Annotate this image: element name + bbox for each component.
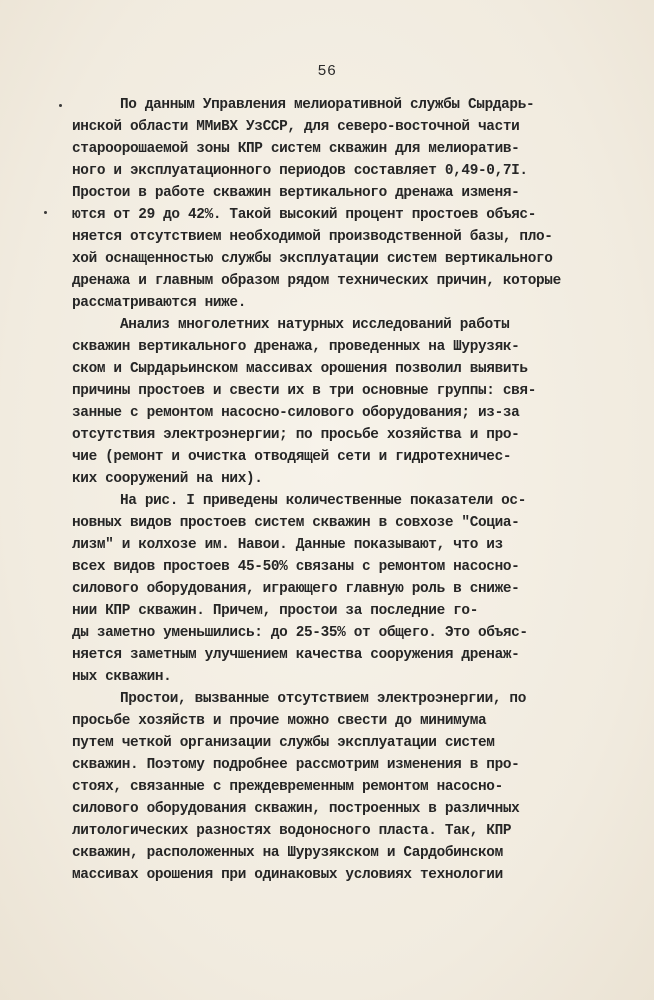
text-line: Анализ многолетних натурных исследований работы	[120, 317, 510, 333]
text-line: ются от 29 до 42%. Такой высокий процент простоев объяс-	[72, 207, 537, 223]
page-number: 56	[317, 63, 337, 80]
text-line: литологических разностях водоносного пласта. Так, КПР	[72, 823, 512, 839]
text-line: скважин. Поэтому подробнее рассмотрим изменения в про-	[72, 757, 520, 773]
text-line: ды заметно уменьшились: до 25-35% от общего. Это объяс-	[72, 625, 528, 641]
text-line: ском и Сырдарьинском массивах орошения позволил выявить	[72, 361, 528, 377]
text-line: ного и эксплуатационного периодов составляет 0,49-0,7I.	[72, 163, 528, 179]
text-line: рассматриваются ниже.	[72, 295, 247, 311]
text-line: отсутствия электроэнергии; по просьбе хозяйства и про-	[72, 427, 520, 443]
text-line: занные с ремонтом насосно-силового оборудования; из-за	[72, 405, 520, 421]
text-line: новных видов простоев систем скважин в совхозе "Социа-	[72, 515, 520, 531]
text-line: нии КПР скважин. Причем, простои за последние го-	[72, 603, 479, 619]
text-line: На рис. I приведены количественные показатели ос-	[120, 493, 527, 509]
text-line: чие (ремонт и очистка отводящей сети и гидротехничес-	[72, 449, 512, 465]
text-line: массивах орошения при одинаковых условиях технологии	[72, 867, 503, 883]
text-line: ных скважин.	[72, 669, 172, 685]
text-line: Простои в работе скважин вертикального дренажа изменя-	[72, 185, 520, 201]
text-line: просьбе хозяйств и прочие можно свести до минимума	[72, 713, 487, 729]
text-line: лизм" и колхозе им. Навои. Данные показывают, что из	[72, 537, 503, 553]
text-line: хой оснащенностью службы эксплуатации систем вертикального	[72, 251, 553, 267]
text-line: дренажа и главным образом рядом технических причин, которые	[72, 273, 561, 289]
text-line: няется отсутствием необходимой производственной базы, пло-	[72, 229, 553, 245]
text-line: инской области ММиВХ УзССР, для северо-восточной части	[72, 119, 520, 135]
text-line: скважин, расположенных на Шурузякском и Сардобинском	[72, 845, 503, 861]
margin-mark	[44, 211, 47, 214]
text-line: силового оборудования, играющего главную роль в сниже-	[72, 581, 520, 597]
text-line: ких сооружений на них).	[72, 471, 263, 487]
text-line: путем четкой организации службы эксплуатации систем	[72, 735, 495, 751]
text-line: староорошаемой зоны КПР систем скважин для мелиоратив-	[72, 141, 520, 157]
text-line: силового оборудования скважин, построенных в различных	[72, 801, 520, 817]
text-line: Простои, вызванные отсутствием электроэнергии, по	[120, 691, 527, 707]
text-line: няется заметным улучшением качества сооружения дренаж-	[72, 647, 520, 663]
text-line: По данным Управления мелиоративной службы Сырдарь-	[120, 97, 535, 113]
text-line: стоях, связанные с преждевременным ремонтом насосно-	[72, 779, 503, 795]
text-line: скважин вертикального дренажа, проведенных на Шурузяк-	[72, 339, 520, 355]
text-line: всех видов простоев 45-50% связаны с ремонтом насосно-	[72, 559, 520, 575]
margin-mark	[59, 104, 62, 107]
text-line: причины простоев и свести их в три основные группы: свя-	[72, 383, 537, 399]
